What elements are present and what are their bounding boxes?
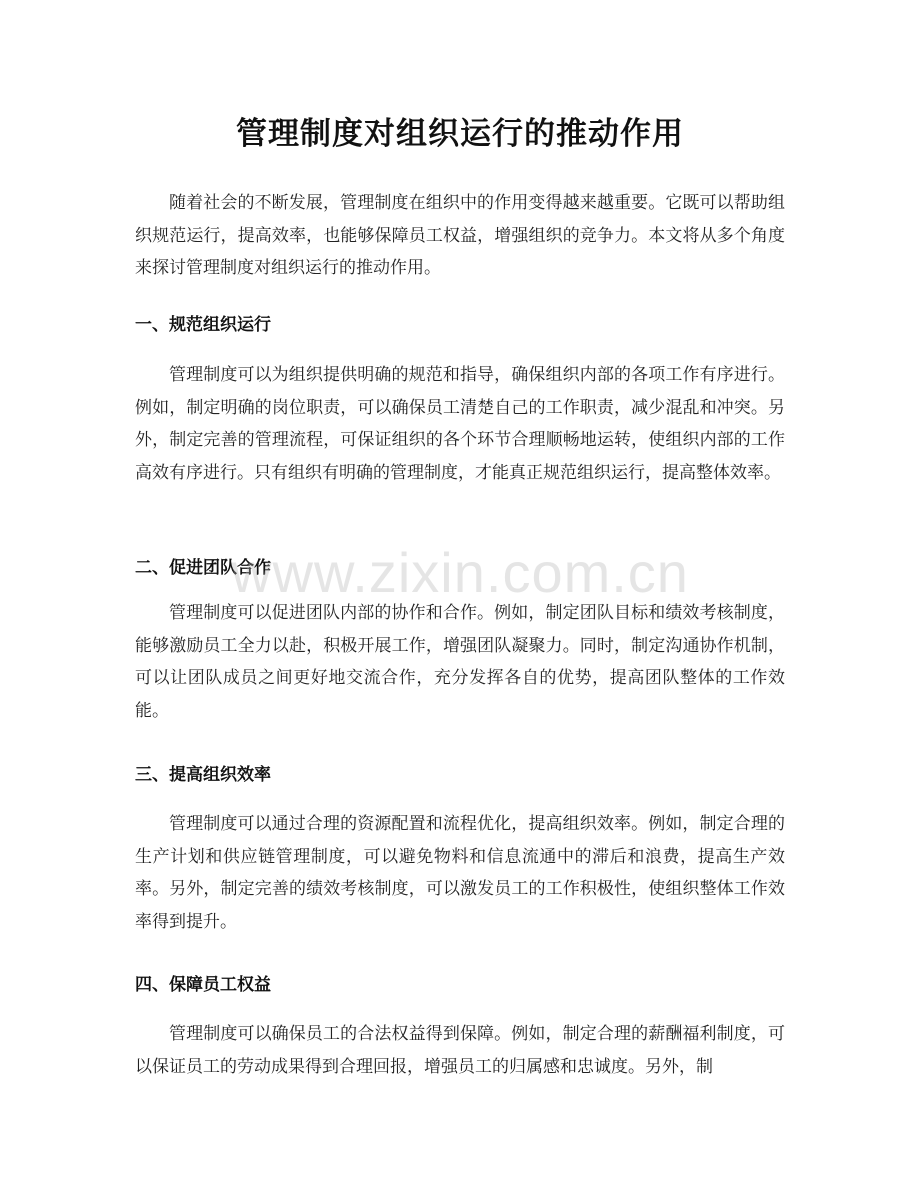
- section-paragraph-4: 管理制度可以确保员工的合法权益得到保障。例如，制定合理的薪酬福利制度，可以保证员工的劳动成果得到合理回报，增强员工的归属感和忠诚度。另外，制: [135, 1024, 785, 1077]
- section-paragraph-1: 管理制度可以为组织提供明确的规范和指导，确保组织内部的各项工作有序进行。例如，制定明确的岗位职责，可以确保员工清楚自己的工作职责，减少混乱和冲突。另外，制定完善的管理流程，可保证组织的各个环节合理顺畅地运转，使组织内部的工作高效有序进行。只有组织有明确的管理制度，才能真正规范组织运行，提高整体效率。: [135, 365, 785, 483]
- section-paragraph-2: 管理制度可以促进团队内部的协作和合作。例如，制定团队目标和绩效考核制度，能够激励员工全力以赴，积极开展工作，增强团队凝聚力。同时，制定沟通协作机制，可以让团队成员之间更好地交流合作，充分发挥各自的优势，提高团队整体的工作效能。: [135, 603, 785, 721]
- section-heading-4: 四、保障员工权益: [135, 975, 271, 995]
- watermark: www.zixin.com.cn: [231, 541, 689, 604]
- section-heading-1: 一、规范组织运行: [135, 315, 271, 335]
- section-heading-3: 三、提高组织效率: [135, 765, 271, 785]
- section-heading-2: 二、促进团队合作: [135, 558, 271, 578]
- document-title: 管理制度对组织运行的推动作用: [236, 116, 684, 152]
- section-paragraph-3: 管理制度可以通过合理的资源配置和流程优化，提高组织效率。例如，制定合理的生产计划和供应链管理制度，可以避免物料和信息流通中的滞后和浪费，提高生产效率。另外，制定完善的绩效考核制度，可以激发员工的工作积极性，使组织整体工作效率得到提升。: [135, 814, 785, 932]
- intro-paragraph: 随着社会的不断发展，管理制度在组织中的作用变得越来越重要。它既可以帮助组织规范运行，提高效率，也能够保障员工权益，增强组织的竞争力。本文将从多个角度来探讨管理制度对组织运行的推动作用。: [135, 193, 785, 278]
